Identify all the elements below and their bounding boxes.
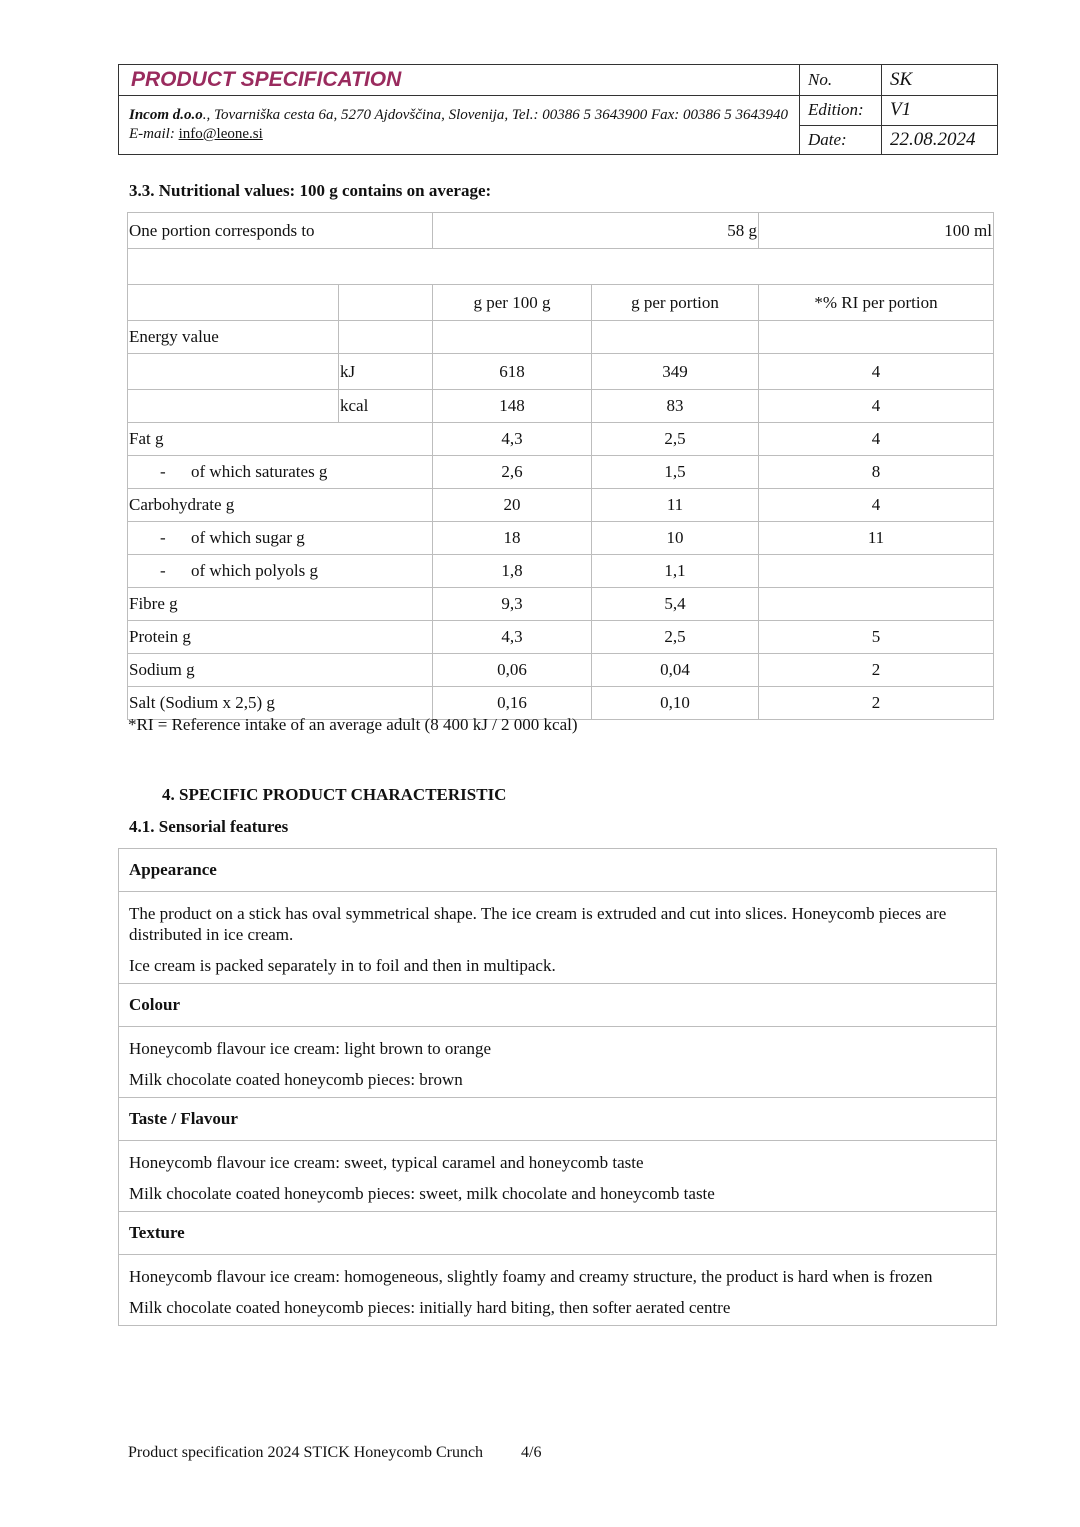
value-ri: 2 bbox=[759, 654, 994, 687]
feature-line: Honeycomb flavour ice cream: homogeneous, slightly foamy and creamy structure, the product is hard when is frozen bbox=[129, 1267, 933, 1286]
value-portion: 349 bbox=[592, 354, 759, 390]
company-email-link[interactable]: info@leone.si bbox=[178, 126, 263, 142]
feature-line: Honeycomb flavour ice cream: light brown to orange bbox=[129, 1039, 492, 1058]
value-per100: 618 bbox=[433, 354, 592, 390]
feature-title-taste: Taste / Flavour bbox=[119, 1098, 997, 1141]
number-label: No. bbox=[800, 65, 882, 96]
nutrition-table bbox=[127, 212, 994, 720]
nutrient-label: of which sugar g bbox=[191, 528, 305, 547]
feature-body-colour bbox=[119, 1027, 997, 1098]
value-per100: 0,06 bbox=[433, 654, 592, 687]
value-ri: 2 bbox=[759, 687, 994, 720]
table-row bbox=[128, 588, 994, 621]
value-ri: 4 bbox=[759, 354, 994, 390]
feature-line: Ice cream is packed separately in to foil and then in multipack. bbox=[129, 956, 556, 975]
value-per100: 2,6 bbox=[433, 456, 592, 489]
value-per100: 4,3 bbox=[433, 621, 592, 654]
value-per100: 0,16 bbox=[433, 687, 592, 720]
table-row bbox=[128, 522, 994, 555]
energy-unit: kJ bbox=[339, 354, 433, 390]
feature-line: Milk chocolate coated honeycomb pieces: initially hard biting, then softer aerated centre bbox=[129, 1298, 731, 1317]
nutrient-label: Carbohydrate g bbox=[128, 489, 433, 522]
company-address: ., Tovarniška cesta 6a, 5270 Ajdovščina, Slovenija, Tel.: 00386 5 3643900 Fax: 00386 5 3643940 E-mail: bbox=[129, 107, 789, 142]
value-ri: 8 bbox=[759, 456, 994, 489]
feature-line: Milk chocolate coated honeycomb pieces: sweet, milk chocolate and honeycomb taste bbox=[129, 1184, 715, 1203]
value-portion: 11 bbox=[592, 489, 759, 522]
nutrient-label: Fat g bbox=[128, 423, 433, 456]
date-label: Date: bbox=[800, 125, 882, 155]
header-empty bbox=[128, 285, 339, 321]
feature-line: Milk chocolate coated honeycomb pieces: brown bbox=[129, 1070, 463, 1089]
footer-document-name: Product specification 2024 STICK Honeycomb Crunch bbox=[128, 1444, 484, 1461]
page-footer bbox=[128, 1444, 542, 1462]
feature-body-texture bbox=[119, 1255, 997, 1326]
company-name: Incom d.o.o bbox=[129, 107, 203, 123]
feature-title-colour: Colour bbox=[119, 984, 997, 1027]
nutrient-sublabel bbox=[128, 456, 433, 489]
column-header-ri: *% RI per portion bbox=[759, 285, 994, 321]
number-value: SK bbox=[882, 65, 998, 96]
table-row bbox=[128, 423, 994, 456]
company-info bbox=[119, 96, 800, 155]
table-row bbox=[128, 489, 994, 522]
section-4-1-heading: 4.1. Sensorial features bbox=[129, 817, 289, 836]
sensorial-table bbox=[118, 848, 997, 1326]
nutrition-heading: 3.3. Nutritional values: 100 g contains on average: bbox=[129, 181, 492, 200]
value-per100: 148 bbox=[433, 390, 592, 423]
value-per100: 1,8 bbox=[433, 555, 592, 588]
value-ri bbox=[759, 588, 994, 621]
portion-label: One portion corresponds to bbox=[128, 213, 433, 249]
table-row bbox=[128, 555, 994, 588]
nutrient-label: of which polyols g bbox=[191, 561, 319, 580]
edition-label: Edition: bbox=[800, 96, 882, 126]
list-dash: - bbox=[160, 528, 166, 547]
feature-body-taste bbox=[119, 1141, 997, 1212]
date-value: 22.08.2024 bbox=[882, 125, 998, 155]
list-dash: - bbox=[160, 561, 166, 580]
feature-line: The product on a stick has oval symmetrical shape. The ice cream is extruded and cut into slices. Honeycomb pieces are distributed in ice cream. bbox=[129, 904, 947, 944]
feature-title-appearance: Appearance bbox=[119, 849, 997, 892]
table-row bbox=[128, 456, 994, 489]
value-per100: 18 bbox=[433, 522, 592, 555]
value-per100: 20 bbox=[433, 489, 592, 522]
energy-label: Energy value bbox=[128, 321, 339, 354]
value-ri: 4 bbox=[759, 390, 994, 423]
energy-unit: kcal bbox=[339, 390, 433, 423]
table-row bbox=[128, 354, 994, 390]
nutrient-sublabel bbox=[128, 522, 433, 555]
column-header-portion: g per portion bbox=[592, 285, 759, 321]
value-portion: 1,1 bbox=[592, 555, 759, 588]
value-portion: 2,5 bbox=[592, 621, 759, 654]
document-title: PRODUCT SPECIFICATION bbox=[119, 65, 800, 96]
value-portion: 0,04 bbox=[592, 654, 759, 687]
ri-footnote: *RI = Reference intake of an average adult (8 400 kJ / 2 000 kcal) bbox=[128, 715, 578, 734]
value-ri: 5 bbox=[759, 621, 994, 654]
header-empty bbox=[339, 285, 433, 321]
value-portion: 10 bbox=[592, 522, 759, 555]
feature-title-texture: Texture bbox=[119, 1212, 997, 1255]
value-portion: 0,10 bbox=[592, 687, 759, 720]
edition-value: V1 bbox=[882, 96, 998, 126]
table-row bbox=[128, 621, 994, 654]
portion-ml: 100 ml bbox=[759, 213, 994, 249]
value-portion: 83 bbox=[592, 390, 759, 423]
section-4-heading: 4. SPECIFIC PRODUCT CHARACTERISTIC bbox=[162, 785, 507, 804]
nutrient-label: Sodium g bbox=[128, 654, 433, 687]
value-ri: 4 bbox=[759, 489, 994, 522]
document-header bbox=[118, 64, 998, 155]
value-per100: 9,3 bbox=[433, 588, 592, 621]
feature-body-appearance bbox=[119, 892, 997, 984]
value-portion: 2,5 bbox=[592, 423, 759, 456]
table-row bbox=[128, 390, 994, 423]
nutrient-label: Protein g bbox=[128, 621, 433, 654]
nutrient-label: Salt (Sodium x 2,5) g bbox=[128, 687, 433, 720]
column-header-per100: g per 100 g bbox=[433, 285, 592, 321]
value-portion: 5,4 bbox=[592, 588, 759, 621]
feature-line: Honeycomb flavour ice cream: sweet, typical caramel and honeycomb taste bbox=[129, 1153, 644, 1172]
value-portion: 1,5 bbox=[592, 456, 759, 489]
table-row bbox=[128, 654, 994, 687]
value-ri: 4 bbox=[759, 423, 994, 456]
nutrient-label: Fibre g bbox=[128, 588, 433, 621]
portion-grams: 58 g bbox=[433, 213, 759, 249]
nutrient-sublabel bbox=[128, 555, 433, 588]
nutrient-label: of which saturates g bbox=[191, 462, 328, 481]
list-dash: - bbox=[160, 462, 166, 481]
spacer-row bbox=[128, 249, 994, 285]
value-per100: 4,3 bbox=[433, 423, 592, 456]
value-ri: 11 bbox=[759, 522, 994, 555]
value-ri bbox=[759, 555, 994, 588]
page-number: 4/6 bbox=[521, 1444, 542, 1461]
